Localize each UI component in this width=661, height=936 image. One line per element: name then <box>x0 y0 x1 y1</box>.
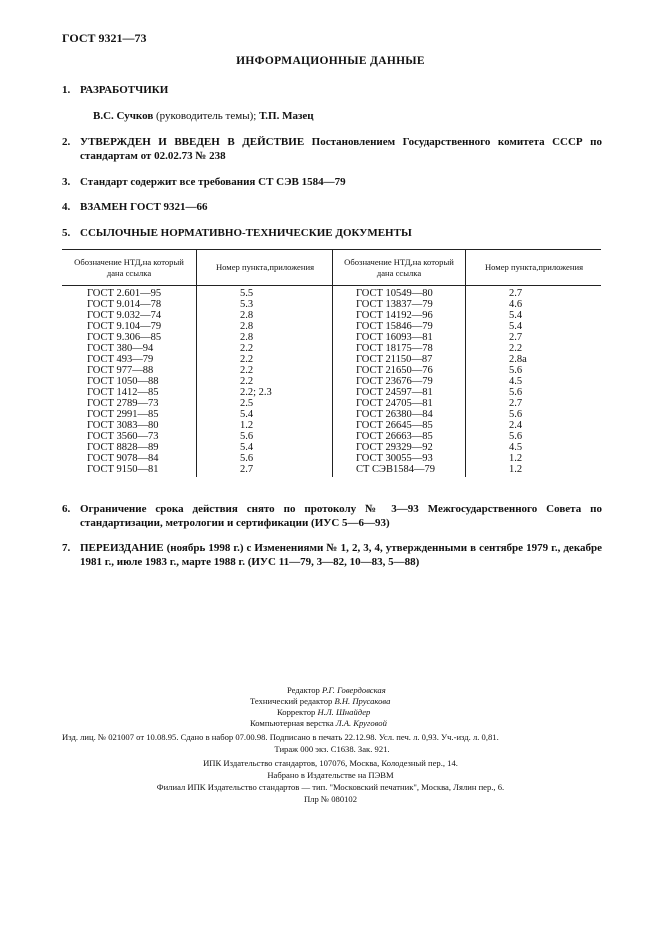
credit-editor: Редактор Р.Г. Говердовская <box>287 685 386 695</box>
table-cell-doc: ГОСТ 9078—84 <box>87 453 159 464</box>
table-cell-item: 2.8 <box>240 310 254 321</box>
table-cell-doc: ГОСТ 24597—81 <box>356 387 433 398</box>
column-divider <box>332 249 333 477</box>
table-cell-item: 5.6 <box>509 409 523 420</box>
publisher-line: Филиал ИПК Издательство стандартов — тип. "Московский печатник", Москва, Лялин пер., 6. <box>156 782 505 792</box>
table-cell-doc: ГОСТ 26380—84 <box>356 409 433 420</box>
table-cell-doc: ГОСТ 23676—79 <box>356 376 433 387</box>
left-item-column <box>240 288 272 475</box>
section-text: Ограничение срока действия снято по протоколу № 3—93 Межгосударственного Совета по стандартизации, метрологии и сертификации (ИУС 5—6—93) <box>80 503 602 529</box>
table-cell-item: 2.2 <box>240 376 254 387</box>
table-header-doc: Обозначение НТД,на который дана ссылка <box>344 257 454 278</box>
section-6 <box>62 502 602 530</box>
table-cell-item: 5.4 <box>509 321 523 332</box>
table-cell-item: 1.2 <box>509 453 523 464</box>
section-heading: РАЗРАБОТЧИКИ <box>80 84 169 96</box>
section-text: Стандарт содержит все требования СТ СЭВ 1584—79 <box>80 176 346 188</box>
table-cell-item: 5.6 <box>240 453 254 464</box>
table-header-doc: Обозначение НТД,на который дана ссылка <box>74 257 184 278</box>
table-cell-doc: ГОСТ 2789—73 <box>87 398 159 409</box>
table-cell-doc: ГОСТ 18175—78 <box>356 343 433 354</box>
publisher-line: Набрано в Издательстве на ПЭВМ <box>267 770 394 780</box>
imprint-line: Изд. лиц. № 021007 от 10.08.95. Сдано в набор 07.00.98. Подписано в печать 22.12.98. Усл. печ. л. 0,93. Уч.-изд. л. 0,81. <box>62 732 499 742</box>
table-cell-doc: ГОСТ 15846—79 <box>356 321 433 332</box>
table-cell-doc: ГОСТ 493—79 <box>87 354 154 365</box>
table-cell-item: 5.4 <box>509 310 523 321</box>
publisher-block <box>0 757 661 805</box>
credit-layout: Компьютерная верстка Л.А. Круговой <box>250 718 387 728</box>
table-cell-item: 1.2 <box>509 464 523 475</box>
table-cell-item: 5.6 <box>240 431 254 442</box>
section-number: 7. <box>62 542 71 554</box>
table-cell-doc: ГОСТ 9150—81 <box>87 464 159 475</box>
table-cell-doc: ГОСТ 13837—79 <box>356 299 433 310</box>
section-2 <box>62 135 602 163</box>
table-cell-item: 2.8а <box>509 354 527 365</box>
table-cell-doc: ГОСТ 9.306—85 <box>87 332 162 343</box>
table-cell-doc: ГОСТ 9.032—74 <box>87 310 162 321</box>
table-cell-doc: ГОСТ 21650—76 <box>356 365 433 376</box>
table-header-item: Номер пункта,приложения <box>484 262 584 272</box>
developer-role: (руководитель темы); <box>153 110 260 122</box>
table-cell-doc: ГОСТ 3083—80 <box>87 420 159 431</box>
table-cell-item: 2.7 <box>240 464 254 475</box>
section-text: УТВЕРЖДЕН И ВВЕДЕН В ДЕЙСТВИЕ Постановлением Государственного комитета СССР по стандартам от 02.02.73 № 238 <box>80 136 602 162</box>
section-7 <box>62 541 602 569</box>
table-cell-doc: ГОСТ 9.014—78 <box>87 299 162 310</box>
right-doc-column <box>356 288 435 475</box>
right-item-column <box>509 288 527 475</box>
page-title: ИНФОРМАЦИОННЫЕ ДАННЫЕ <box>236 55 425 67</box>
credit-proofreader: Корректор Н.Л. Шнайдер <box>277 707 371 717</box>
developers-line <box>93 109 593 123</box>
section-1 <box>62 83 602 97</box>
table-cell-item: 5.4 <box>240 442 254 453</box>
table-cell-item: 2.5 <box>240 398 254 409</box>
table-cell-item: 2.2 <box>240 365 254 376</box>
publisher-line: ИПК Издательство стандартов, 107076, Москва, Колодезный пер., 14. <box>203 758 458 768</box>
section-number: 6. <box>62 503 71 515</box>
table-cell-doc: ГОСТ 26663—85 <box>356 431 433 442</box>
table-cell-doc: ГОСТ 10549—80 <box>356 288 433 299</box>
left-doc-column <box>87 288 161 475</box>
table-cell-doc: ГОСТ 24705—81 <box>356 398 433 409</box>
table-cell-doc: ГОСТ 2.601—95 <box>87 288 162 299</box>
imprint-line: Тираж 000 экз. С1638. Зак. 921. <box>274 744 390 754</box>
table-cell-doc: ГОСТ 1050—88 <box>87 376 159 387</box>
table-cell-item: 4.5 <box>509 442 523 453</box>
table-cell-item: 2.8 <box>240 332 254 343</box>
developer-name: Т.П. Мазец <box>259 110 314 122</box>
credit-tech-editor: Технический редактор В.Н. Прусакова <box>250 696 391 706</box>
publisher-line: Плр № 080102 <box>303 794 358 804</box>
table-cell-doc: ГОСТ 977—88 <box>87 365 154 376</box>
section-number: 1. <box>62 84 71 96</box>
table-cell-doc: ГОСТ 8828—89 <box>87 442 159 453</box>
section-3 <box>62 175 602 189</box>
table-cell-item: 5.4 <box>240 409 254 420</box>
table-cell-doc: СТ СЭВ1584—79 <box>356 464 435 475</box>
table-cell-item: 2.2 <box>509 343 523 354</box>
section-text: ВЗАМЕН ГОСТ 9321—66 <box>80 201 208 213</box>
table-cell-item: 5.3 <box>240 299 254 310</box>
table-cell-item: 2.4 <box>509 420 523 431</box>
section-heading: ССЫЛОЧНЫЕ НОРМАТИВНО-ТЕХНИЧЕСКИЕ ДОКУМЕНТЫ <box>80 227 412 239</box>
section-5 <box>62 226 602 240</box>
reference-table <box>62 249 601 477</box>
developer-name: В.С. Сучков <box>93 110 154 122</box>
table-cell-item: 5.5 <box>240 288 254 299</box>
table-cell-item: 5.6 <box>509 431 523 442</box>
section-text: ПЕРЕИЗДАНИЕ (ноябрь 1998 г.) с Изменениями № 1, 2, 3, 4, утвержденными в сентябре 1979 г., декабре 1981 г., июле 1983 г., марте 1988 г. (ИУС 11—79, 3—82, 10—83, 5—88) <box>80 542 602 568</box>
table-cell-item: 5.6 <box>509 365 523 376</box>
table-cell-item: 2.7 <box>509 332 523 343</box>
section-number: 5. <box>62 227 71 239</box>
table-cell-item: 2.2; 2.3 <box>240 387 272 398</box>
table-cell-doc: ГОСТ 9.104—79 <box>87 321 162 332</box>
table-cell-item: 2.7 <box>509 288 523 299</box>
page-header: ГОСТ 9321—73 <box>62 31 147 45</box>
table-cell-doc: ГОСТ 380—94 <box>87 343 154 354</box>
table-cell-item: 1.2 <box>240 420 254 431</box>
table-cell-item: 2.7 <box>509 398 523 409</box>
table-cell-item: 4.5 <box>509 376 523 387</box>
table-cell-doc: ГОСТ 1412—85 <box>87 387 159 398</box>
table-cell-doc: ГОСТ 29329—92 <box>356 442 433 453</box>
table-cell-doc: ГОСТ 26645—85 <box>356 420 433 431</box>
table-cell-item: 2.8 <box>240 321 254 332</box>
section-number: 3. <box>62 176 71 188</box>
table-cell-item: 5.6 <box>509 387 523 398</box>
section-4 <box>62 200 602 214</box>
imprint-block <box>62 731 602 755</box>
section-number: 4. <box>62 201 71 213</box>
section-number: 2. <box>62 136 71 148</box>
table-cell-doc: ГОСТ 2991—85 <box>87 409 159 420</box>
table-cell-item: 2.2 <box>240 343 254 354</box>
table-cell-doc: ГОСТ 16093—81 <box>356 332 433 343</box>
table-cell-doc: ГОСТ 21150—87 <box>356 354 433 365</box>
column-divider <box>196 249 197 477</box>
table-cell-doc: ГОСТ 14192—96 <box>356 310 433 321</box>
column-divider <box>465 249 466 477</box>
table-cell-item: 4.6 <box>509 299 523 310</box>
table-cell-doc: ГОСТ 30055—93 <box>356 453 433 464</box>
table-cell-item: 2.2 <box>240 354 254 365</box>
table-header-item: Номер пункта,приложения <box>215 262 315 272</box>
table-cell-doc: ГОСТ 3560—73 <box>87 431 159 442</box>
